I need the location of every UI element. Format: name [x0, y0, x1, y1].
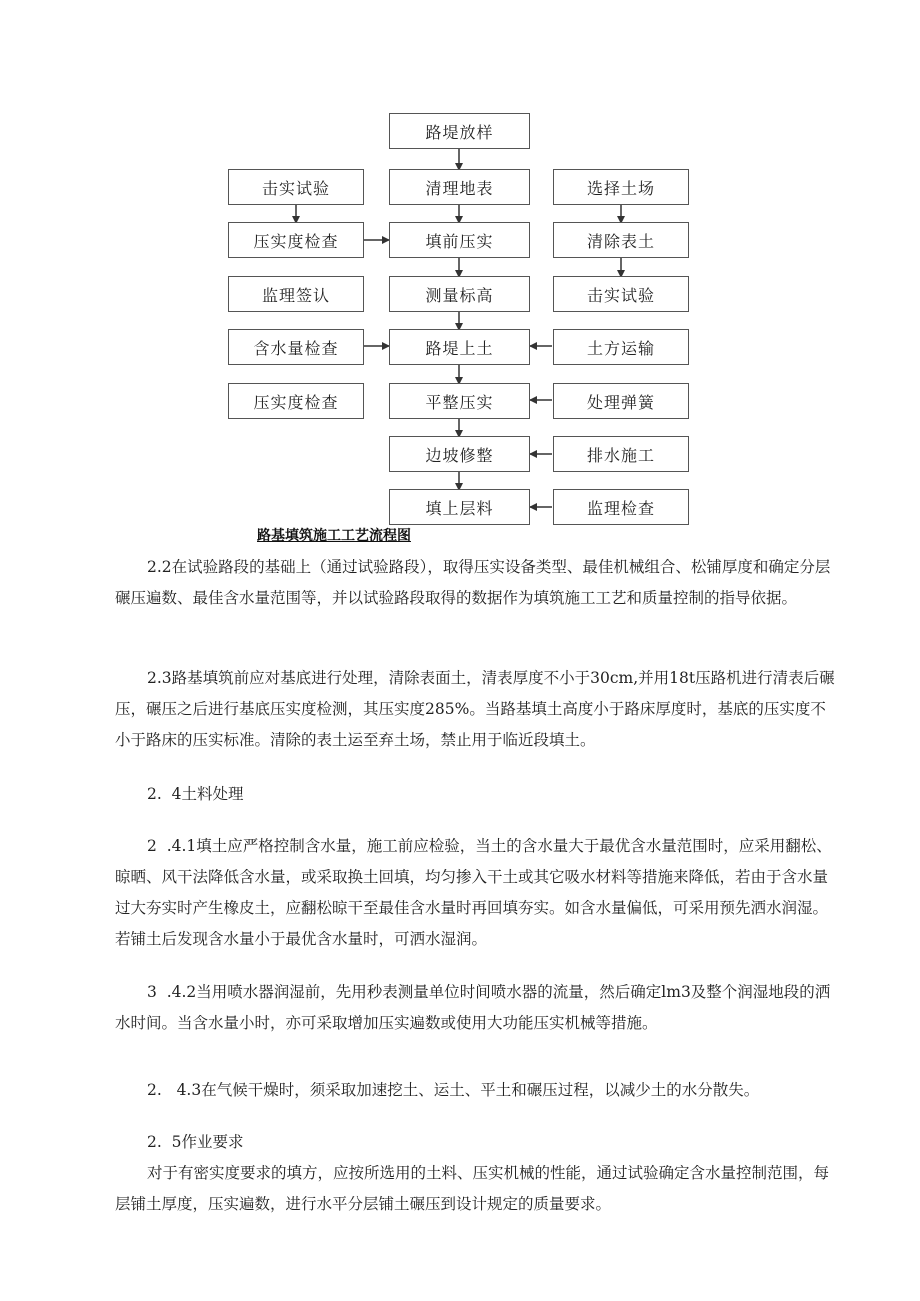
heading-2-5: 2. 5作业要求: [147, 1133, 244, 1151]
step-level-compact: 平整压实: [389, 383, 530, 419]
right-treat-spring: 处理弹簧: [553, 383, 689, 419]
paragraph-2-5: 对于有密实度要求的填方，应按所选用的土料、压实机械的性能，通过试验确定含水量控制范围，每层铺土厚度，压实遍数，进行水平分层铺土碾压到设计规定的质量要求。: [115, 1164, 830, 1213]
section-2-4-3: [115, 1075, 835, 1106]
step-clear-surface: 清理地表: [389, 169, 530, 205]
right-compaction-test: 击实试验: [553, 276, 689, 312]
paragraph-2-3: 2.3路基填筑前应对基底进行处理，清除表面土，清表厚度不小于30cm,并用18t压路机进行清表后碾压，碾压之后进行基底压实度检测，其压实度285%。当路基填土高度小于路床厚度时，基底的压实度不小于路床的压实标准。清除的表土运至弃土场，禁止用于临近段填土。: [115, 669, 835, 749]
section-2-4-2: [115, 977, 835, 1039]
paragraph-2-4-1: 2 .4.1填土应严格控制含水量，施工前应检验，当土的含水量大于最优含水量范围时，应采用翻松、晾晒、风干法降低含水量，或采取换土回填，均匀掺入干土或其它吸水材料等措施来降低，若由于含水量过大夯实时产生橡皮土，应翻松晾干至最佳含水量时再回填夯实。如含水量偏低，可采用预先洒水润湿。若铺土后发现含水量小于最优含水量时，可洒水湿润。: [115, 837, 832, 948]
process-flowchart: [0, 0, 920, 540]
right-drainage: 排水施工: [553, 436, 689, 472]
right-supervisor-check: 监理检查: [553, 489, 689, 525]
step-embankment-fill: 路堤上土: [389, 329, 530, 365]
step-elevation-survey: 测量标高: [389, 276, 530, 312]
left-moisture-check: 含水量检查: [228, 329, 364, 365]
left-supervisor-signoff: 监理签认: [228, 276, 364, 312]
section-2-2: [115, 552, 835, 614]
section-2-4: [115, 779, 835, 810]
section-2-4-1: [115, 831, 835, 955]
paragraph-2-4-3: 2. 4.3在气候干燥时，须采取加速挖土、运土、平土和碾压过程，以减少土的水分散失。: [147, 1081, 760, 1099]
step-embankment-layout: 路堤放样: [389, 113, 530, 149]
left-density-check: 压实度检查: [228, 222, 364, 258]
step-next-layer: 填上层料: [389, 489, 530, 525]
flowchart-caption: 路基填筑施工工艺流程图: [257, 528, 411, 544]
right-remove-topsoil: 清除表土: [553, 222, 689, 258]
left-density-check-2: 压实度检查: [228, 383, 364, 419]
left-compaction-test: 击实试验: [228, 169, 364, 205]
right-select-borrow: 选择土场: [553, 169, 689, 205]
step-pre-fill-compaction: 填前压实: [389, 222, 530, 258]
heading-2-4: 2. 4土料处理: [147, 785, 244, 803]
section-2-3: [115, 663, 835, 756]
section-2-5: [115, 1127, 835, 1220]
step-slope-trim: 边坡修整: [389, 436, 530, 472]
paragraph-2-4-2: 3 .4.2当用喷水器润湿前，先用秒表测量单位时间喷水器的流量，然后确定lm3及整个润湿地段的洒水时间。当含水量小时，亦可采取增加压实遍数或使用大功能压实机械等措施。: [115, 983, 831, 1032]
right-earth-transport: 土方运输: [553, 329, 689, 365]
paragraph-2-2: 2.2在试验路段的基础上（通过试验路段），取得压实设备类型、最佳机械组合、松铺厚度和确定分层碾压遍数、最佳含水量范围等，并以试验路段取得的数据作为填筑施工工艺和质量控制的指导依据。: [115, 558, 831, 607]
